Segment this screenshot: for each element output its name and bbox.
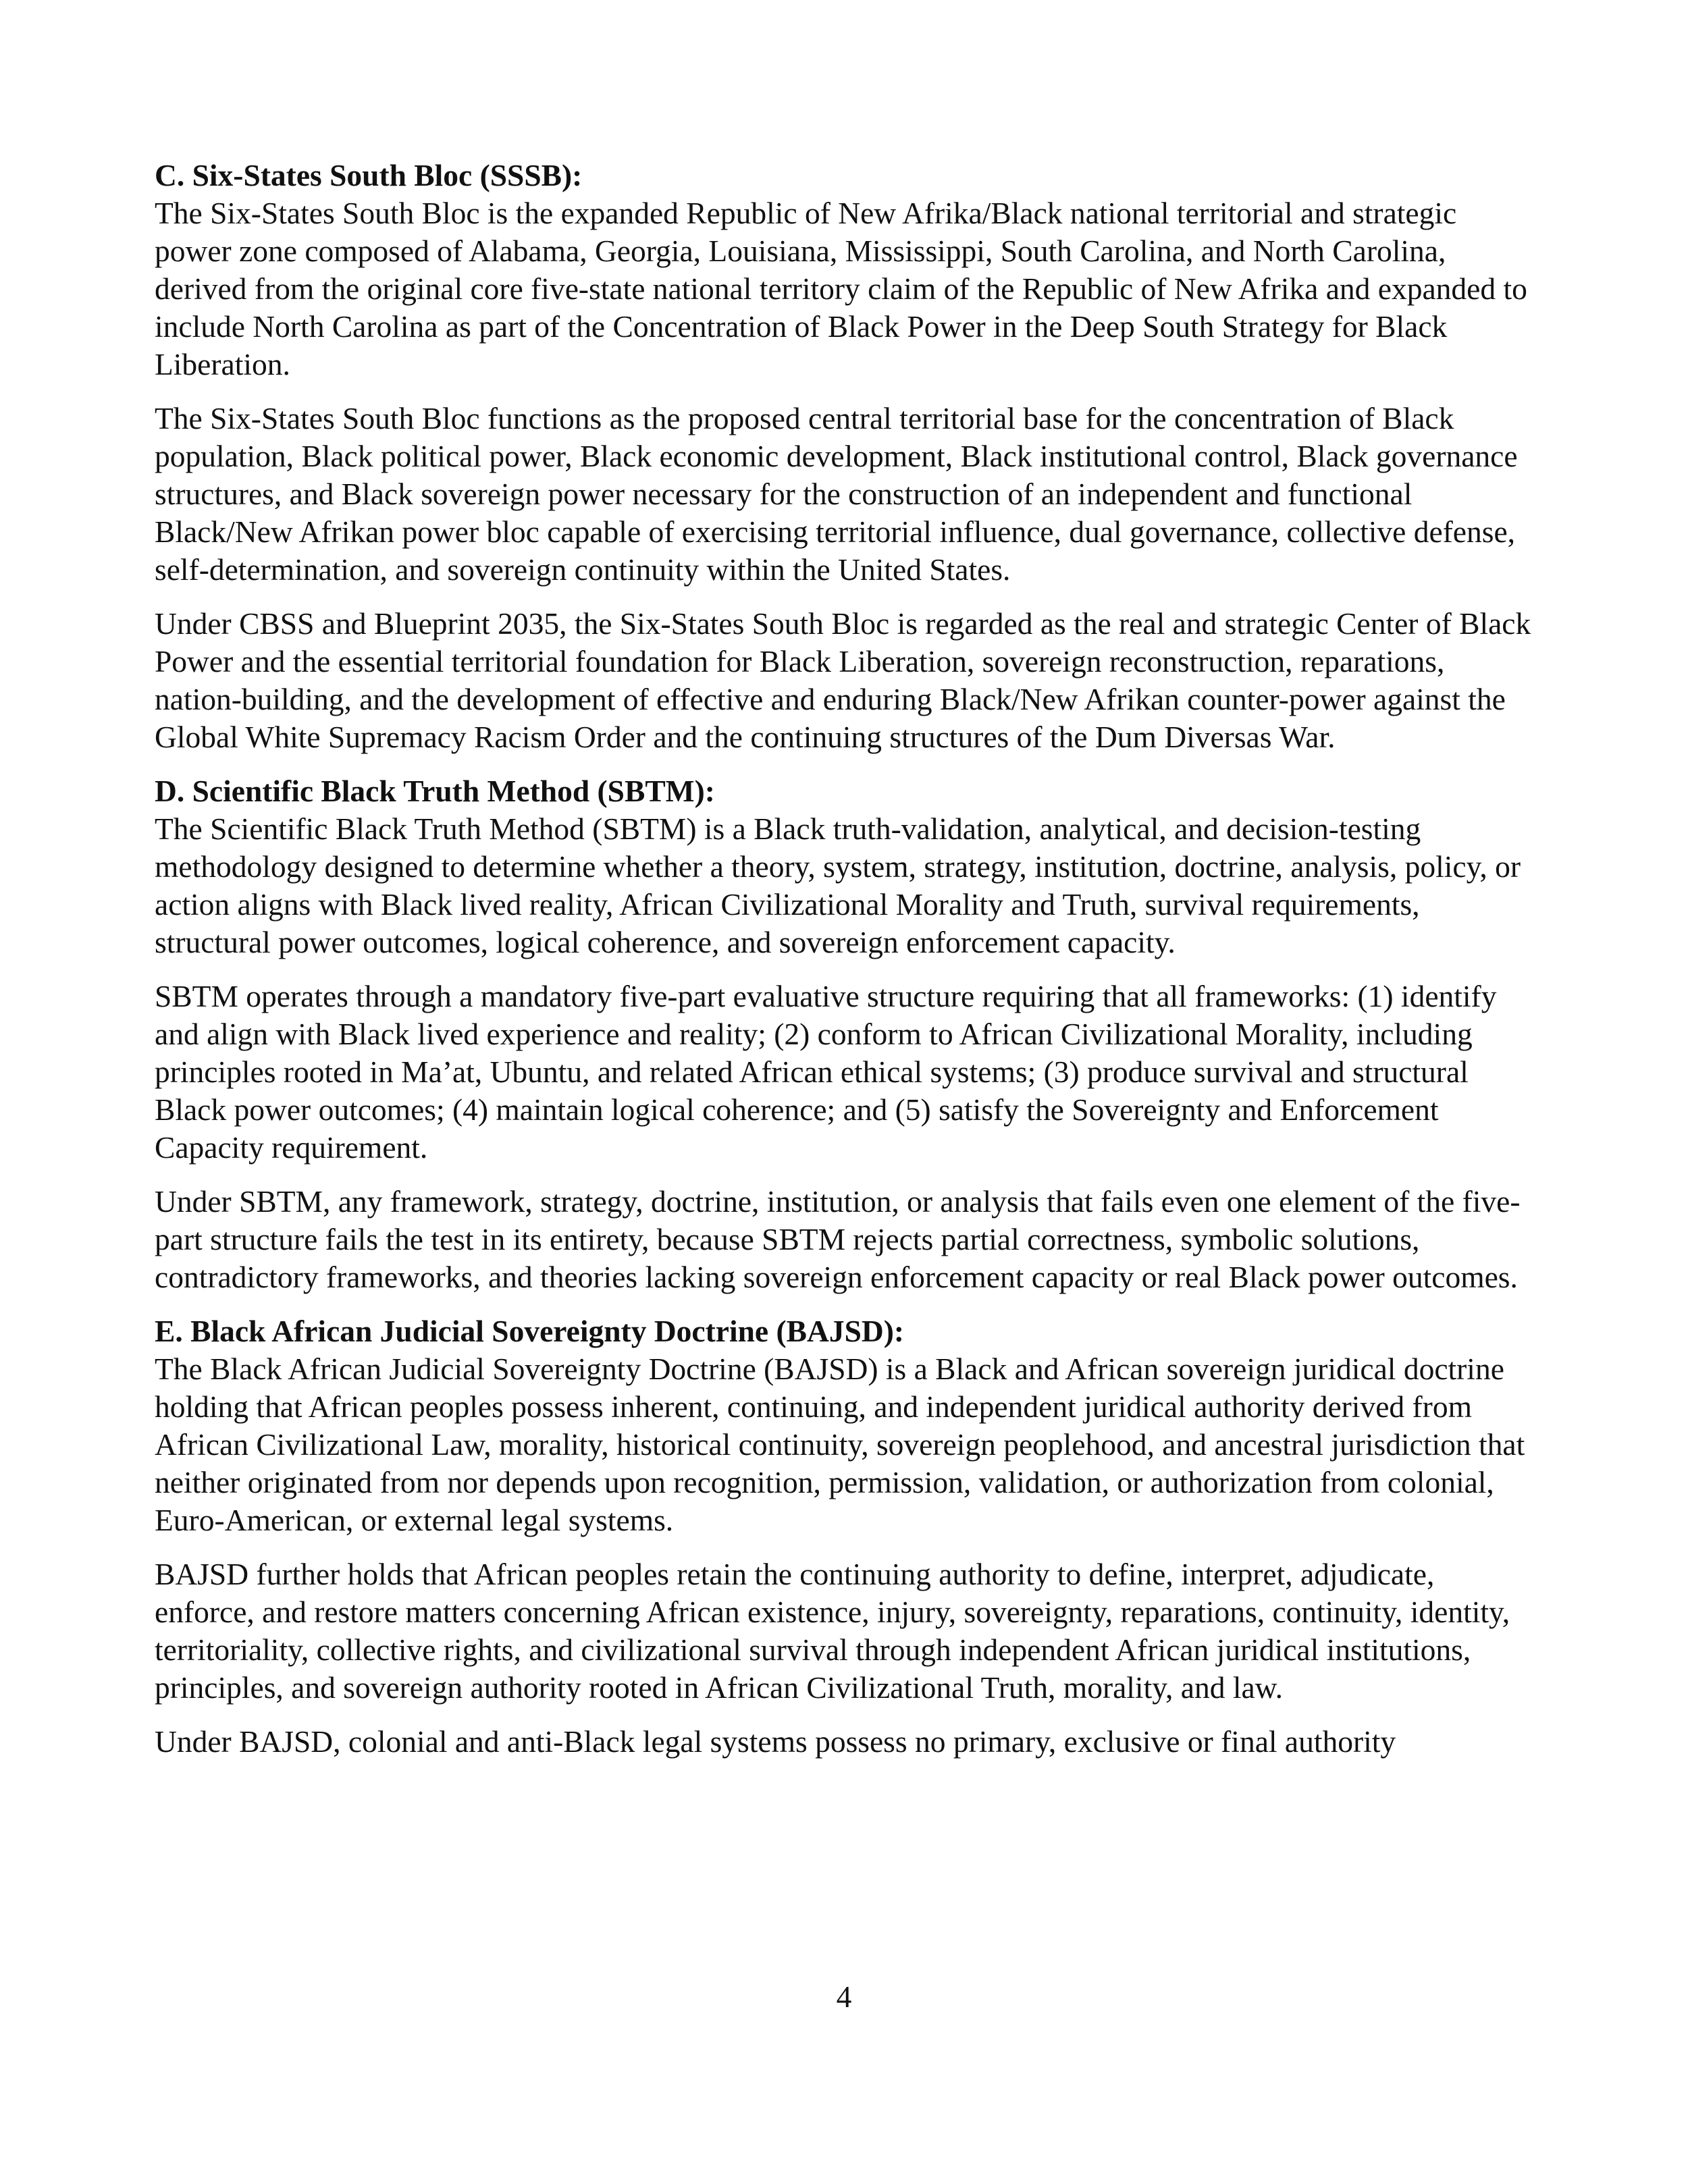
paragraph: SBTM operates through a mandatory five-part evaluative structure requiring that all frameworks: (1) identify and align with Black lived experience and reality; (2) conform to African Civilizational Morality, including principles rooted in Ma’at, Ubuntu, and related African ethical systems; (3) produce survival and structural Black power outcomes; (4) maintain logical coherence; and (5) satisfy the Sovereignty and Enforcement Capacity requirement. xyxy=(155,979,1497,1165)
paragraph: The Six-States South Bloc functions as the proposed central territorial base for the concentration of Black population, Black political power, Black economic development, Black institutional control, Black governance structures, and Black sovereign power necessary for the construction of an independent and functional Black/New Afrikan power bloc capable of exercising territorial influence, dual governance, collective defense, self-determination, and sovereign continuity within the United States. xyxy=(155,401,1518,587)
section-heading-sbtm: D. Scientific Black Truth Method (SBTM): xyxy=(155,774,715,808)
document-body xyxy=(155,157,1539,1761)
section-sssb xyxy=(155,157,1539,756)
paragraph: Under SBTM, any framework, strategy, doctrine, institution, or analysis that fails even one element of the five-part structure fails the test in its entirety, because SBTM rejects partial correctness, symbolic solutions, contradictory frameworks, and theories lacking sovereign enforcement capacity or real Black power outcomes. xyxy=(155,1184,1521,1294)
section-heading-sssb: C. Six-States South Bloc (SSSB): xyxy=(155,158,583,192)
section-heading-bajsd: E. Black African Judicial Sovereignty Doctrine (BAJSD): xyxy=(155,1314,905,1348)
paragraph: The Scientific Black Truth Method (SBTM) is a Black truth-validation, analytical, and decision-testing methodology designed to determine whether a theory, system, strategy, institution, doctrine, analysis, policy, or action aligns with Black lived reality, African Civilizational Morality and Truth, survival requirements, structural power outcomes, logical coherence, and sovereign enforcement capacity. xyxy=(155,811,1521,959)
page-number: 4 xyxy=(836,1979,852,2014)
paragraph: Under BAJSD, colonial and anti-Black legal systems possess no primary, exclusive or final authority xyxy=(155,1724,1396,1759)
paragraph: The Six-States South Bloc is the expanded Republic of New Afrika/Black national territorial and strategic power zone composed of Alabama, Georgia, Louisiana, Mississippi, South Carolina, and North Carolina, derived from the original core five-state national territory claim of the Republic of New Afrika and expanded to include North Carolina as part of the Concentration of Black Power in the Deep South Strategy for Black Liberation. xyxy=(155,196,1527,381)
section-sbtm xyxy=(155,772,1539,1296)
paragraph: BAJSD further holds that African peoples retain the continuing authority to define, interpret, adjudicate, enforce, and restore matters concerning African existence, injury, sovereignty, reparations, continuity, identity, territoriality, collective rights, and civilizational survival through independent African juridical institutions, principles, and sovereign authority rooted in African Civilizational Truth, morality, and law. xyxy=(155,1557,1510,1705)
paragraph: Under CBSS and Blueprint 2035, the Six-States South Bloc is regarded as the real and strategic Center of Black Power and the essential territorial foundation for Black Liberation, sovereign reconstruction, reparations, nation-building, and the development of effective and enduring Black/New Afrikan counter-power against the Global White Supremacy Racism Order and the continuing structures of the Dum Diversas War. xyxy=(155,606,1531,754)
paragraph: The Black African Judicial Sovereignty Doctrine (BAJSD) is a Black and African sovereign juridical doctrine holding that African peoples possess inherent, continuing, and independent juridical authority derived from African Civilizational Law, morality, historical continuity, sovereign peoplehood, and ancestral jurisdiction that neither originated from nor depends upon recognition, permission, validation, or authorization from colonial, Euro-American, or external legal systems. xyxy=(155,1352,1525,1537)
section-bajsd xyxy=(155,1312,1539,1761)
